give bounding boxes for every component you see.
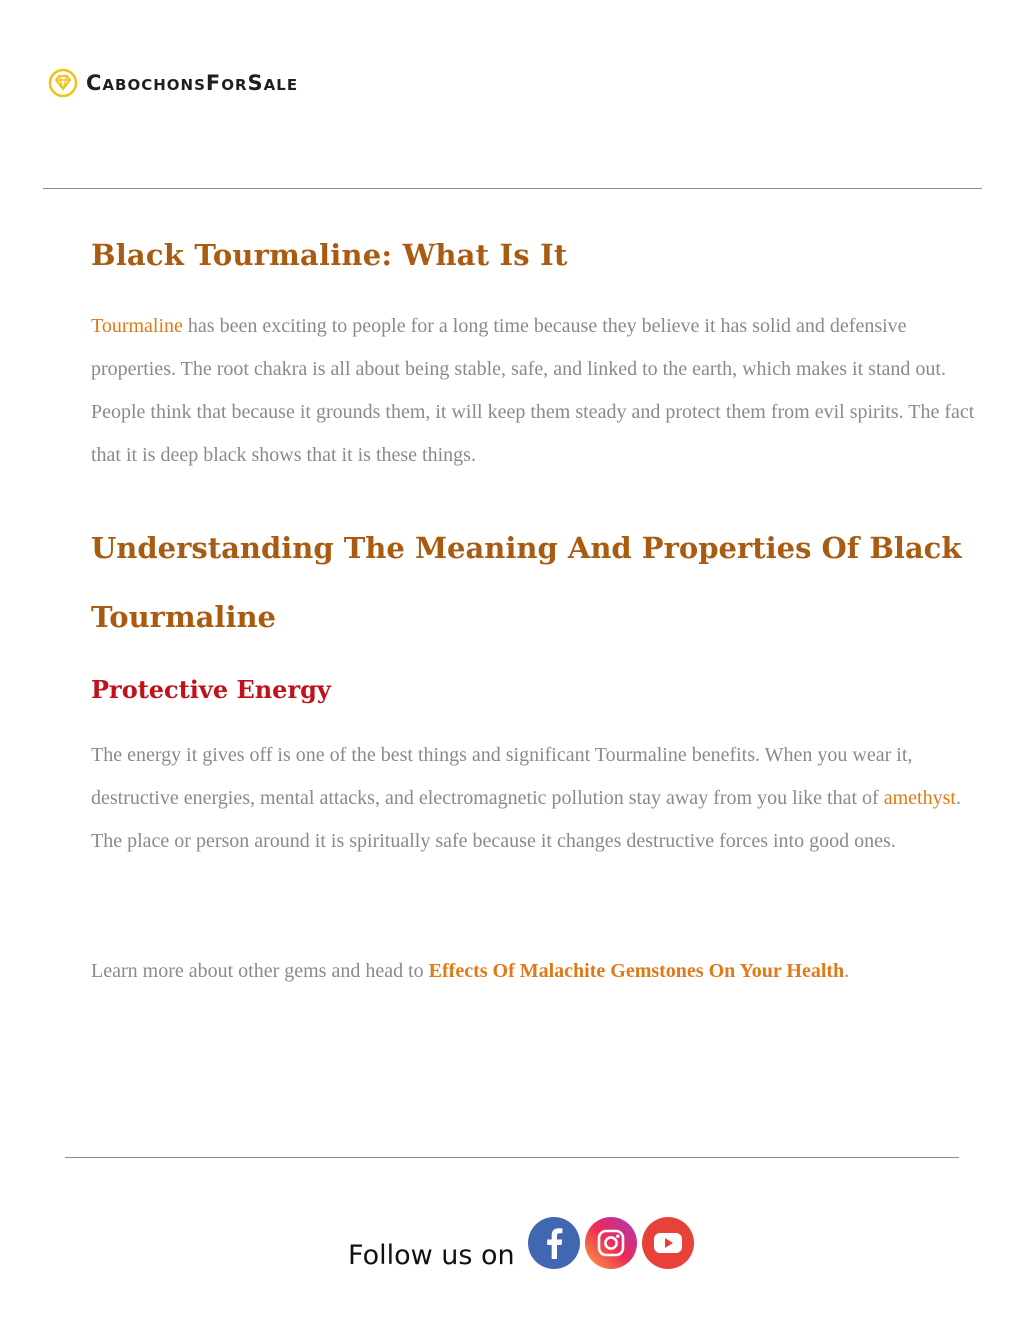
- learn-more-period: .: [844, 960, 850, 982]
- article-title: Black Tourmaline: What Is It: [91, 238, 568, 272]
- section-heading: Understanding The Meaning And Properties Of Black Tourmaline: [91, 531, 962, 634]
- follow-us-label: Follow us on: [348, 1240, 515, 1271]
- youtube-icon[interactable]: [642, 1217, 694, 1269]
- tourmaline-link[interactable]: Tourmaline: [91, 315, 183, 337]
- learn-more-paragraph: [91, 950, 991, 993]
- instagram-icon[interactable]: [585, 1217, 637, 1269]
- amethyst-link[interactable]: amethyst: [883, 787, 956, 809]
- facebook-icon[interactable]: [528, 1217, 580, 1269]
- protective-paragraph: [91, 734, 991, 863]
- brand-name: CabochonsForSale: [86, 71, 299, 95]
- gem-icon: [48, 66, 78, 100]
- header-divider: [43, 188, 982, 189]
- brand-logo[interactable]: [48, 66, 298, 100]
- protective-text-before: The energy it gives off is one of the best things and significant Tourmaline benefits. When you wear it, destructive energies, mental attacks, and electromagnetic pollution stay away from you like that of: [91, 744, 913, 809]
- subsection-heading: Protective Energy: [91, 675, 331, 704]
- learn-more-text: Learn more about other gems and head to: [91, 960, 429, 982]
- footer-divider: [65, 1157, 959, 1158]
- intro-paragraph: [91, 305, 991, 477]
- protective-text-after: . The place or person around it is spiritually safe because it changes destructive forces into good ones.: [91, 787, 961, 852]
- intro-text: has been exciting to people for a long time because they believe it has solid and defensive properties. The root chakra is all about being stable, safe, and linked to the earth, which makes it stand out. People think that because it grounds them, it will keep them steady and protect them from evil spirits. The fact that it is deep black shows that it is these things.: [91, 315, 975, 466]
- malachite-article-link[interactable]: Effects Of Malachite Gemstones On Your Health: [428, 960, 845, 982]
